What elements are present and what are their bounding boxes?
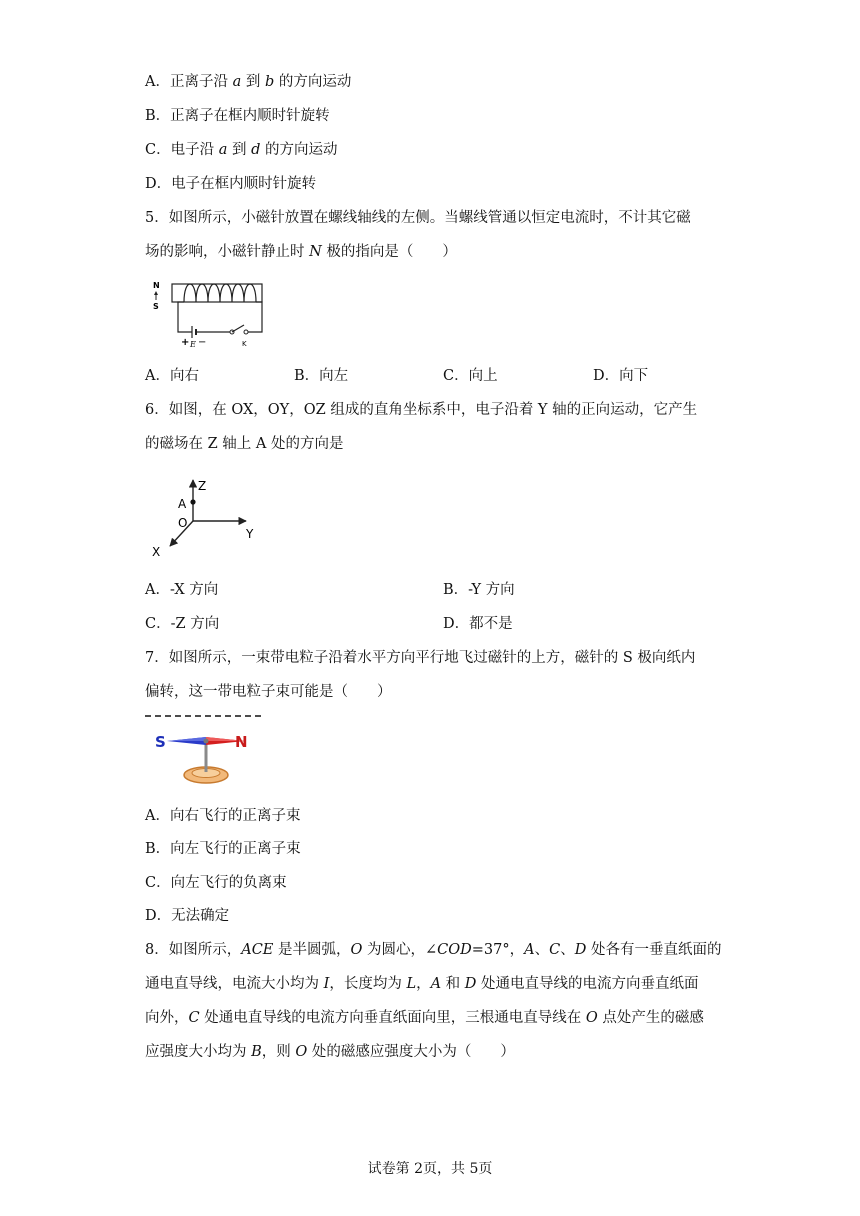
q5-option-d: D．向下 xyxy=(593,368,649,384)
q8-stem-line2: 通电直导线，电流大小均为 I，长度均为 L，A 和 D 处通电直导线的电流方向垂直纸面 xyxy=(145,976,699,992)
q6-option-b: B．-Y 方向 xyxy=(443,582,515,598)
q5-option-c: C．向上 xyxy=(443,368,498,384)
point-a xyxy=(190,499,195,504)
q4-option-c: C．电子沿 a 到 d 的方向运动 xyxy=(145,142,338,158)
solenoid-coil xyxy=(184,284,256,302)
q8-stem-line4: 应强度大小均为 B，则 O 处的磁感应强度大小为（ ） xyxy=(145,1044,515,1060)
compass-figure xyxy=(145,710,269,790)
y-label: Y xyxy=(246,527,254,541)
q6-stem-line2: 的磁场在 Z 轴上 A 处的方向是 xyxy=(145,436,344,452)
q6-option-a: A．-X 方向 xyxy=(145,582,219,598)
solenoid-figure xyxy=(148,278,278,350)
q7-option-c: C．向左飞行的负离束 xyxy=(145,875,287,891)
a-label: A xyxy=(178,497,187,511)
battery-e-label: E xyxy=(190,340,196,349)
battery-plus-label: + xyxy=(181,337,190,348)
page-footer: 试卷第 2页，共 5页 xyxy=(367,1161,493,1177)
q5-stem-line1: 5．如图所示，小磁针放置在螺线轴线的左侧。当螺线管通以恒定电流时，不计其它磁 xyxy=(145,210,691,226)
axes-figure xyxy=(148,474,268,560)
q6-option-d: D．都不是 xyxy=(443,616,513,632)
needle-n-label: N xyxy=(153,281,160,290)
needle-blue-highlight xyxy=(167,737,206,741)
x-label: X xyxy=(152,545,161,559)
needle-pivot xyxy=(204,739,209,744)
o-label: O xyxy=(178,516,188,530)
circuit-wire xyxy=(178,302,192,332)
q7-option-a: A．向右飞行的正离子束 xyxy=(145,808,301,824)
q5-option-b: B．向左 xyxy=(294,368,349,384)
compass-s-label: S xyxy=(155,733,166,751)
q4-option-a: A．正离子沿 a 到 b 的方向运动 xyxy=(145,74,352,90)
q4-option-d: D．电子在框内顺时针旋转 xyxy=(145,176,317,192)
q5-stem-line2: 场的影响，小磁针静止时 N 极的指向是（ ） xyxy=(145,244,457,260)
q6-option-c: C．-Z 方向 xyxy=(145,616,220,632)
q8-stem-line3: 向外，C 处通电直导线的电流方向垂直纸面向里，三根通电直导线在 O 点处产生的磁感 xyxy=(145,1010,704,1026)
q8-stem-line1: 8．如图所示，ACE 是半圆弧，O 为圆心，∠COD=37°，A、C、D 处各有一垂直纸面的 xyxy=(145,942,722,958)
needle-s-label: S xyxy=(153,302,159,311)
switch-contact xyxy=(244,330,248,334)
needle-arrow xyxy=(154,291,158,295)
q7-option-b: B．向左飞行的正离子束 xyxy=(145,841,301,857)
circuit-wire-3 xyxy=(248,302,262,332)
switch-k-label: K xyxy=(242,340,247,348)
q7-option-d: D．无法确定 xyxy=(145,908,230,924)
q7-stem-line1: 7．如图所示，一束带电粒子沿着水平方向平行地飞过磁针的上方，磁针的 S 极向纸内 xyxy=(145,650,696,666)
switch-lever xyxy=(232,325,244,332)
q6-stem-line1: 6．如图，在 OX，OY，OZ 组成的直角坐标系中，电子沿着 Y 轴的正向运动，它产生 xyxy=(145,402,698,418)
q5-option-a: A．向右 xyxy=(145,368,199,384)
z-label: Z xyxy=(198,479,207,493)
q7-stem-line2: 偏转，这一带电粒子束可能是（ ） xyxy=(145,684,392,700)
compass-n-label: N xyxy=(235,733,248,751)
battery-minus-label: − xyxy=(198,337,207,348)
q4-option-b: B．正离子在框内顺时针旋转 xyxy=(145,108,330,124)
